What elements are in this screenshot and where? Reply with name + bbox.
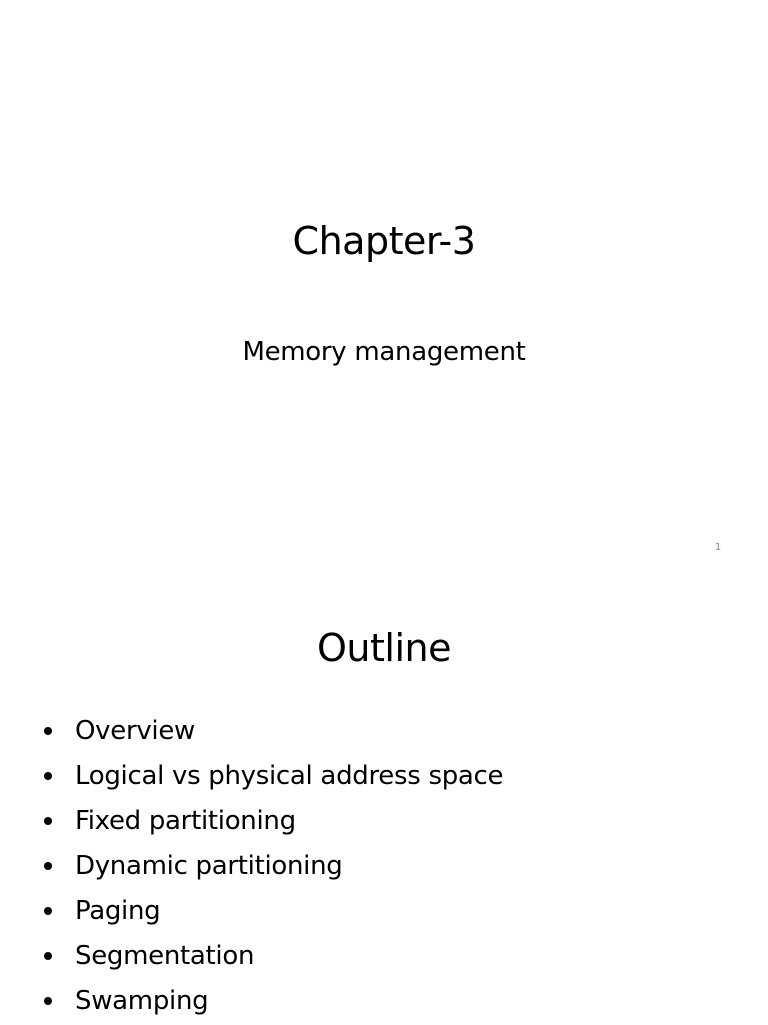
bullet-icon — [44, 817, 52, 825]
bullet-icon — [44, 997, 52, 1005]
outline-item-text: Dynamic partitioning — [75, 851, 343, 881]
bullet-icon — [44, 727, 52, 735]
bullet-icon — [44, 907, 52, 915]
outline-title: Outline — [317, 626, 451, 670]
outline-item-text: Paging — [75, 896, 161, 926]
outline-item-text: Swamping — [75, 986, 209, 1016]
slide-subtitle: Memory management — [242, 337, 526, 367]
outline-item-text: Logical vs physical address space — [75, 761, 504, 791]
bullet-icon — [44, 772, 52, 780]
outline-slide — [0, 576, 768, 1024]
bullet-icon — [44, 862, 52, 870]
bullet-icon — [44, 952, 52, 960]
outline-item-text: Overview — [75, 716, 196, 746]
slide-page-number: 1 — [714, 542, 722, 553]
slide-title: Chapter-3 — [292, 219, 476, 263]
outline-item-text: Fixed partitioning — [75, 806, 296, 836]
outline-item-text: Segmentation — [75, 941, 255, 971]
